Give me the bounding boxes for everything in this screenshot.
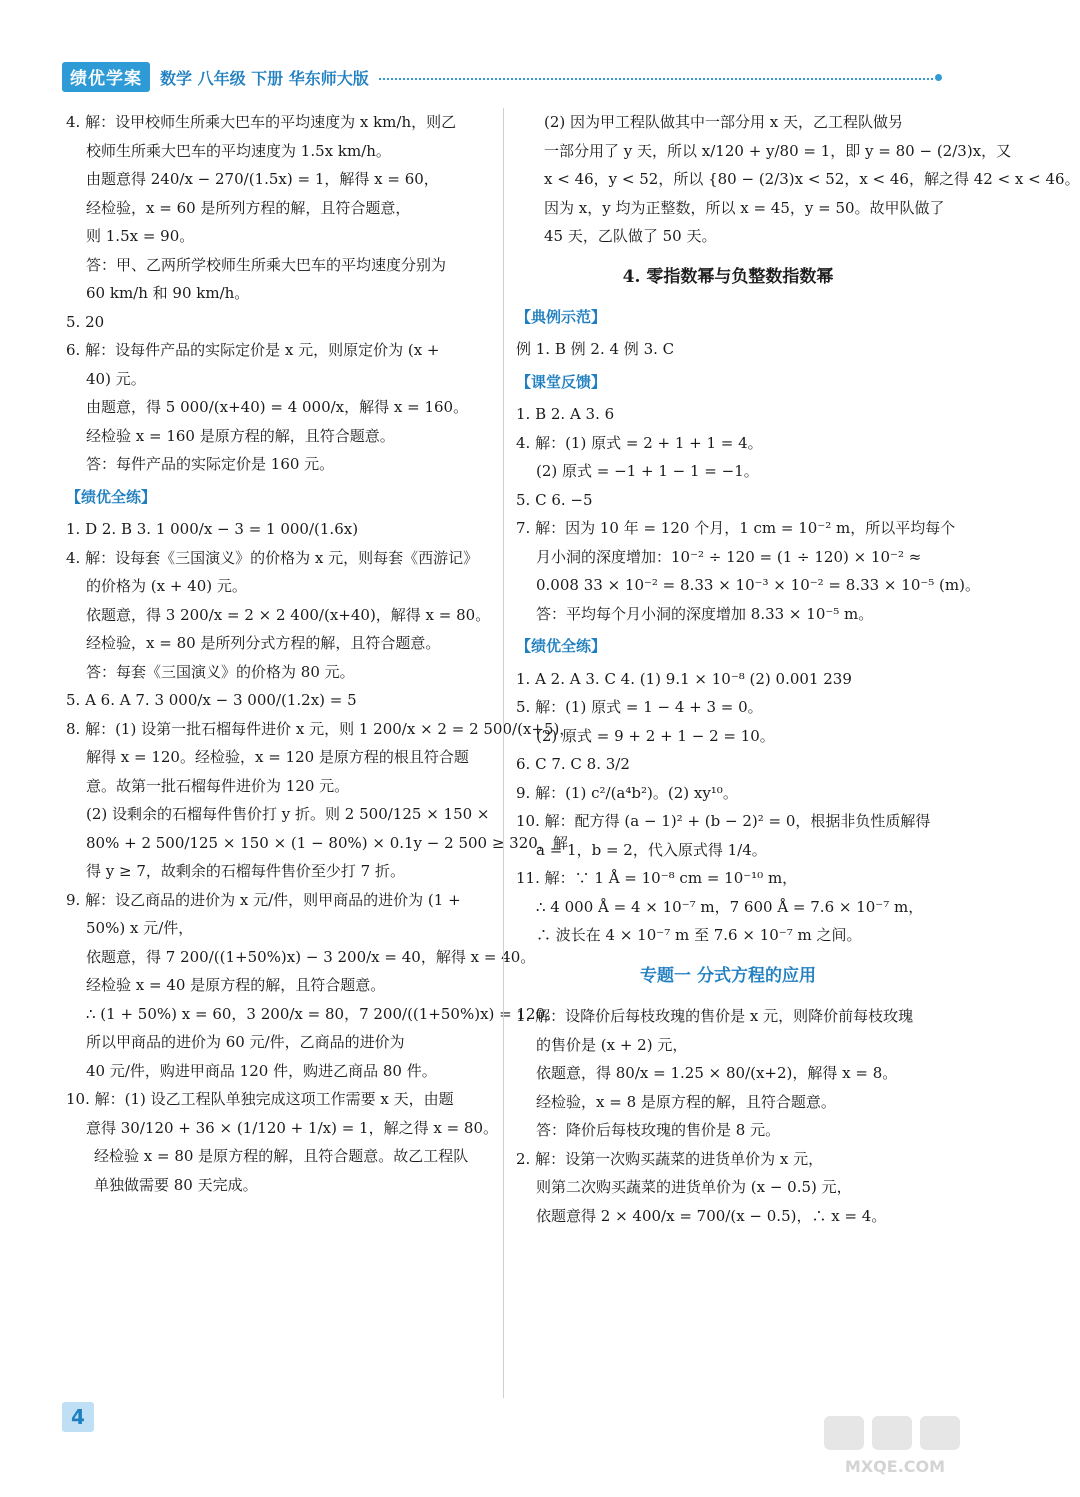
watermark-logo	[820, 1410, 970, 1480]
left-line: 经检验 x = 40 是原方程的解，且符合题意。	[86, 976, 386, 994]
left-line: 4. 解：设每套《三国演义》的价格为 x 元，则每套《西游记》	[66, 548, 479, 567]
left-line: 依题意，得 7 200/((1+50%)x) − 3 200/x = 40，解得 x = 40。	[86, 947, 536, 966]
left-line: 4. 解：设甲校师生所乘大巴车的平均速度为 x km/h，则乙	[66, 113, 457, 131]
header-dotted-rule	[379, 78, 933, 80]
right-line: 4. 零指数幂与负整数指数幂	[622, 266, 834, 287]
right-line: 因为 x，y 均为正整数，所以 x = 45，y = 50。故甲队做了	[544, 198, 945, 217]
left-line: 8. 解：(1) 设第一批石榴每件进价 x 元，则 1 200/x × 2 = 2 500/(x+5)，	[66, 719, 575, 738]
right-line: 5. 解：(1) 原式 = 1 − 4 + 3 = 0。	[516, 698, 763, 717]
left-line: 答：甲、乙两所学校师生所乘大巴车的平均速度分别为	[86, 255, 447, 274]
page-number: 4	[62, 1402, 94, 1432]
right-line: 1. 解：设降价后每枝玫瑰的售价是 x 元，则降价前每枝玫瑰	[516, 1007, 914, 1026]
left-line: 意得 30/120 + 36 × (1/120 + 1/x) = 1，解之得 x = 80。	[86, 1118, 498, 1137]
left-line: 经检验 x = 160 是原方程的解，且符合题意。	[86, 426, 395, 445]
left-line: 依题意，得 3 200/x = 2 × 2 400/(x+40)，解得 x = 80。	[86, 605, 491, 624]
left-line: 经检验，x = 80 是所列分式方程的解，且符合题意。	[86, 634, 441, 652]
right-line: 10. 解：配方得 (a − 1)² + (b − 2)² = 0，根据非负性质解得	[516, 812, 931, 831]
right-line: 答：降价后每枝玫瑰的售价是 8 元。	[536, 1121, 781, 1140]
right-line: 6. C 7. C 8. 3/2	[516, 755, 630, 774]
left-line: 答：每套《三国演义》的价格为 80 元。	[86, 662, 355, 681]
right-line: 4. 解：(1) 原式 = 2 + 1 + 1 = 4。	[516, 433, 763, 452]
left-line: 意。故第一批石榴每件进价为 120 元。	[86, 776, 350, 795]
left-line: 80% + 2 500/125 × 150 × (1 − 80%) × 0.1y − 2 500 ≥ 320，解	[86, 833, 568, 852]
left-line: 1. D 2. B 3. 1 000/x − 3 = 1 000/(1.6x)	[66, 520, 359, 538]
right-line: 经检验，x = 8 是原方程的解，且符合题意。	[536, 1092, 836, 1111]
right-line: 依题意，得 80/x = 1.25 × 80/(x+2)，解得 x = 8。	[536, 1064, 898, 1083]
right-column	[516, 108, 1080, 1230]
watermark-text: MXQE.COM	[844, 1457, 946, 1476]
right-line: 7. 解：因为 10 年 = 120 个月，1 cm = 10⁻² m，所以平均每个	[516, 519, 956, 538]
right-line: a = 1，b = 2，代入原式得 1/4。	[536, 840, 767, 859]
right-line: 1. B 2. A 3. 6	[516, 405, 615, 424]
right-line: 依题意得 2 × 400/x = 700/(x − 0.5)，∴ x = 4。	[536, 1206, 887, 1225]
right-line: 5. C 6. −5	[516, 490, 593, 509]
header-dot-end	[935, 74, 942, 81]
right-line: 2. 解：设第一次购买蔬菜的进货单价为 x 元，	[516, 1149, 824, 1168]
right-line: ∴ 波长在 4 × 10⁻⁷ m 至 7.6 × 10⁻⁷ m 之间。	[536, 926, 862, 945]
right-line: x < 46，y < 52，所以 {80 − (2/3)x < 52，x < 46，解之得 42 < x < 46。	[544, 170, 1080, 188]
header-subject: 数学 八年级 下册 华东师大版	[160, 68, 369, 88]
page-header	[62, 60, 942, 94]
left-line: 经检验，x = 60 是所列方程的解，且符合题意，	[86, 198, 411, 217]
right-line: 1. A 2. A 3. C 4. (1) 9.1 × 10⁻⁸ (2) 0.001 239	[516, 669, 852, 688]
right-line: 【课堂反馈】	[516, 372, 607, 391]
left-line: 答：每件产品的实际定价是 160 元。	[86, 455, 335, 473]
left-line: 10. 解：(1) 设乙工程队单独完成这项工作需要 x 天，由题	[66, 1090, 454, 1108]
right-line: (2) 因为甲工程队做其中一部分用 x 天，乙工程队做另	[544, 113, 904, 131]
column-divider	[503, 108, 504, 1398]
right-line: 例 1. B 例 2. 4 例 3. C	[516, 340, 675, 359]
brand-logo: 绩优学案	[62, 62, 150, 92]
left-line: 【绩优全练】	[66, 487, 157, 506]
right-line: ∴ 4 000 Å = 4 × 10⁻⁷ m，7 600 Å = 7.6 × 10⁻⁷ m，	[536, 897, 924, 916]
right-line: 11. 解：∵ 1 Å = 10⁻⁸ cm = 10⁻¹⁰ m，	[516, 869, 798, 888]
right-line: 则第二次购买蔬菜的进货单价为 (x − 0.5) 元，	[536, 1178, 852, 1197]
left-line: 得 y ≥ 7，故剩余的石榴每件售价至少打 7 折。	[86, 862, 405, 880]
right-line: (2) 原式 = 9 + 2 + 1 − 2 = 10。	[536, 726, 775, 745]
left-line: 由题意得 240/x − 270/(1.5x) = 1，解得 x = 60，	[86, 170, 439, 188]
left-line: 单独做需要 80 天完成。	[94, 1175, 258, 1194]
left-line: (2) 设剩余的石榴每件售价打 y 折。则 2 500/125 × 150 ×	[86, 805, 490, 823]
left-line: 经检验 x = 80 是原方程的解，且符合题意。故乙工程队	[94, 1147, 469, 1165]
right-line: 【典例示范】	[516, 307, 607, 326]
left-line: 9. 解：设乙商品的进价为 x 元/件，则甲商品的进价为 (1 +	[66, 890, 461, 909]
left-line: 40) 元。	[86, 369, 146, 388]
right-line: 0.008 33 × 10⁻² = 8.33 × 10⁻³ × 10⁻² = 8.33 × 10⁻⁵ (m)。	[536, 576, 980, 595]
left-line: 40 元/件，购进甲商品 120 件，购进乙商品 80 件。	[86, 1061, 437, 1080]
left-line: 由题意，得 5 000/(x+40) = 4 000/x，解得 x = 160。	[86, 398, 469, 416]
left-line: 5. A 6. A 7. 3 000/x − 3 000/(1.2x) = 5	[66, 691, 357, 709]
left-line: 所以甲商品的进价为 60 元/件，乙商品的进价为	[86, 1033, 405, 1051]
right-line: 答：平均每个月小洞的深度增加 8.33 × 10⁻⁵ m。	[536, 604, 874, 623]
right-line: 45 天，乙队做了 50 天。	[544, 227, 717, 245]
left-line: 校师生所乘大巴车的平均速度为 1.5x km/h。	[86, 141, 391, 160]
right-line: 专题一 分式方程的应用	[640, 965, 816, 986]
left-line: 解得 x = 120。经检验，x = 120 是原方程的根且符合题	[86, 748, 469, 766]
right-line: 月小洞的深度增加：10⁻² ÷ 120 = (1 ÷ 120) × 10⁻² ≈	[536, 547, 922, 566]
left-line: 60 km/h 和 90 km/h。	[86, 284, 250, 302]
left-line: 6. 解：设每件产品的实际定价是 x 元，则原定价为 (x +	[66, 341, 440, 359]
right-line: 【绩优全练】	[516, 637, 607, 656]
left-line: 50%) x 元/件，	[86, 919, 194, 937]
right-line: 的售价是 (x + 2) 元，	[536, 1035, 688, 1054]
right-line: (2) 原式 = −1 + 1 − 1 = −1。	[536, 462, 759, 481]
left-line: ∴ (1 + 50%) x = 60，3 200/x = 80，7 200/((1+50%)x) = 120。	[86, 1004, 561, 1023]
left-line: 则 1.5x = 90。	[86, 227, 195, 245]
right-line: 一部分用了 y 天，所以 x/120 + y/80 = 1，即 y = 80 − (2/3)x，又	[544, 141, 1012, 160]
left-line: 的价格为 (x + 40) 元。	[86, 577, 247, 595]
left-line: 5. 20	[66, 312, 105, 331]
right-line: 9. 解：(1) c²/(a⁴b²)。(2) xy¹⁰。	[516, 783, 738, 802]
